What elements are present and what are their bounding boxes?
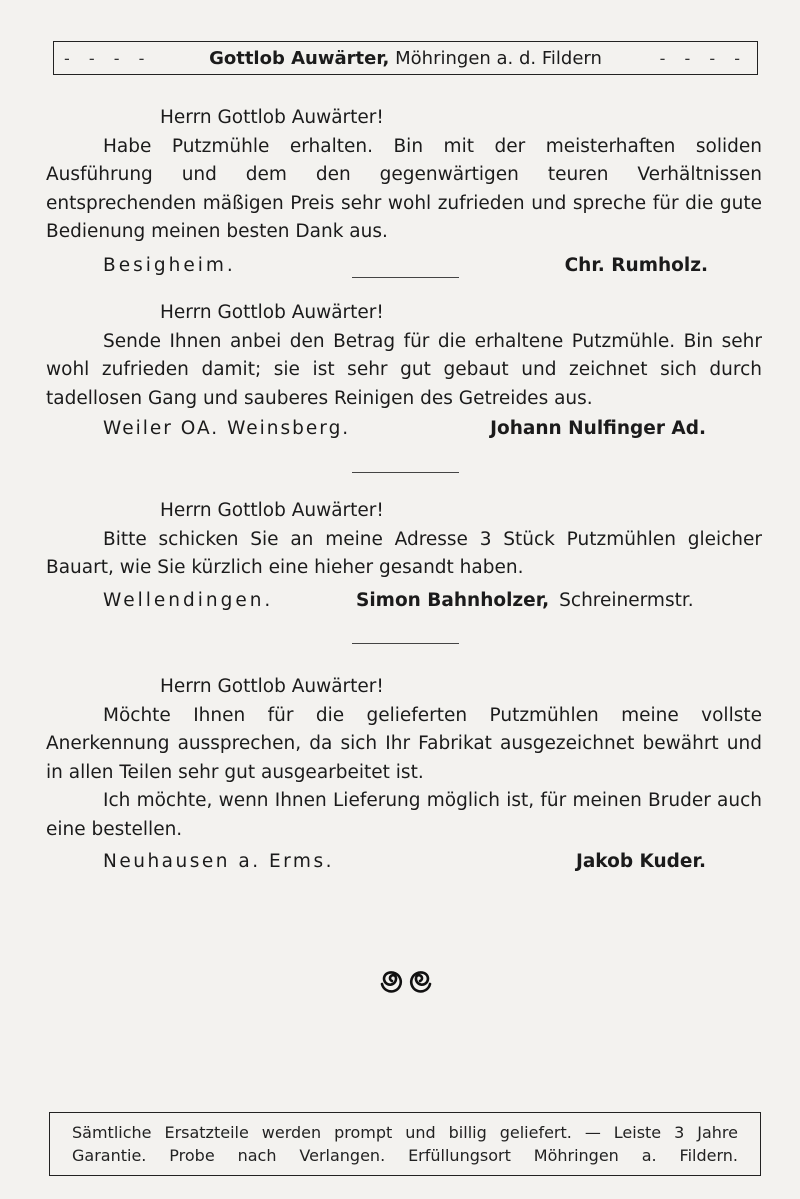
header-dashes-right: - - - - [659, 48, 747, 68]
separator-rule-3 [352, 643, 459, 644]
header-dashes-left: - - - - [64, 48, 152, 68]
letter-4-body: Möchte Ihnen für die gelieferten Putzmühlen meine vollste Anerkennung aussprechen, da sich Ihr Fabrikat ausgezeichnet bewährt und in allen Teilen sehr gut ausgearbeitet ist. [46, 704, 762, 783]
footer-box [49, 1112, 761, 1176]
letter-1-salutation: Herrn Gottlob Auwärter! [160, 107, 384, 128]
letter-1-name: Chr. Rumholz. [564, 254, 708, 276]
footer-line-1: Sämtliche Ersatzteile werden prompt und billig geliefert. — Leiste 3 Jahre [72, 1123, 738, 1142]
header-box [53, 41, 758, 75]
spiral-ornament-icon [378, 960, 434, 994]
letter-3-salutation: Herrn Gottlob Auwärter! [160, 500, 384, 521]
letter-3 [46, 497, 762, 615]
letter-4-salutation: Herrn Gottlob Auwärter! [160, 676, 384, 697]
letter-1-place: Besigheim. [103, 254, 236, 276]
letter-2-name: Johann Nulfinger Ad. [490, 418, 706, 439]
letter-3-body: Bitte schicken Sie an meine Adresse 3 Stück Putzmühlen gleicher Bauart, wie Sie kürzlich eine hieher gesandt haben. [46, 528, 762, 578]
letter-3-name: Simon Bahnholzer, [356, 589, 550, 611]
letter-4-signature [46, 848, 762, 877]
header-title [151, 48, 659, 69]
letter-3-title: Schreinermstr. [559, 589, 694, 611]
letter-2-salutation: Herrn Gottlob Auwärter! [160, 302, 384, 323]
letter-1-signature [46, 252, 762, 281]
header-company-name: Gottlob Auwärter, [209, 47, 390, 69]
letter-4-name: Jakob Kuder. [575, 851, 706, 872]
letter-2 [46, 299, 762, 444]
letter-4-body-2: Ich möchte, wenn Ihnen Lieferung möglich ist, für meinen Bruder auch eine bestellen. [46, 790, 762, 840]
header-location: Möhringen a. d. Fildern [395, 47, 602, 69]
letter-4-place: Neuhausen a. Erms. [103, 851, 334, 872]
letter-3-signature [46, 587, 762, 616]
letter-1 [46, 104, 762, 280]
letter-3-place: Wellendingen. [103, 589, 274, 611]
letter-2-signature [46, 415, 762, 444]
separator-rule-1 [352, 277, 459, 278]
letter-2-body: Sende Ihnen anbei den Betrag für die erhaltene Putzmühle. Bin sehr wohl zufrieden damit; sie ist sehr gut gebaut und zeichnet sich durch tadellosen Gang und sauberes Reinigen des Getreides aus. [46, 330, 762, 409]
letter-1-body: Habe Putzmühle erhalten. Bin mit der meisterhaften soliden Ausführung und dem den gegenwärtigen teuren Verhältnissen entsprechenden mäßigen Preis sehr wohl zufrieden und spreche für die gute Bedienung meinen besten Dank aus. [46, 135, 762, 242]
letter-4 [46, 673, 762, 877]
footer-line-2: Garantie. Probe nach Verlangen. Erfüllungsort Möhringen a. Fildern. [72, 1146, 738, 1165]
letter-2-place: Weiler OA. Weinsberg. [103, 418, 351, 439]
separator-rule-2 [352, 472, 459, 473]
